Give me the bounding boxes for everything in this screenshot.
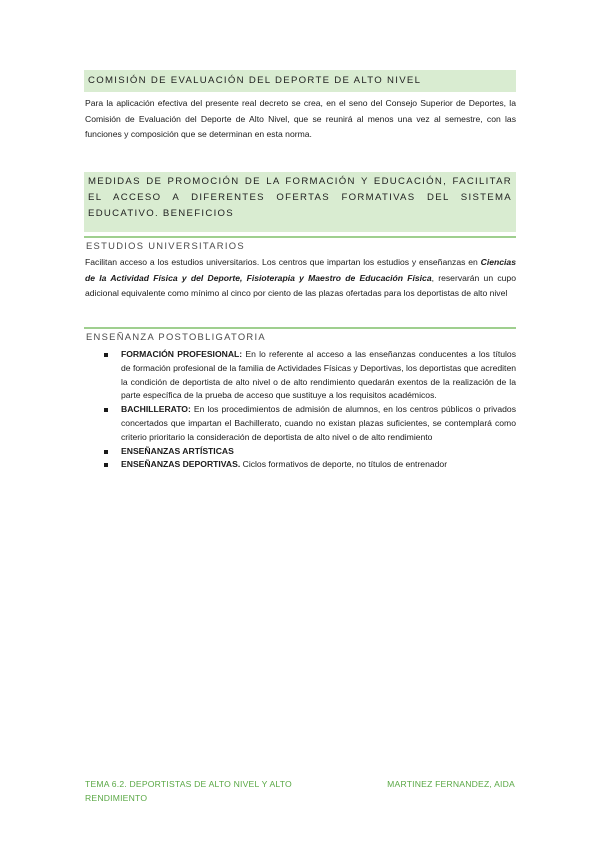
section-title-commission: COMISIÓN DE EVALUACIÓN DEL DEPORTE DE ALTO NIVEL (84, 70, 516, 92)
subheading-postcompulsory: ENSEÑANZA POSTOBLIGATORIA (84, 327, 516, 344)
university-degrees-emphasis: Ciencias de la Actividad Física y del Deporte, Fisioterapia y Maestro de Educación Física (85, 257, 516, 283)
list-item-label: BACHILLERATO: (121, 404, 191, 415)
subheading-university-studies: ESTUDIOS UNIVERSITARIOS (84, 236, 516, 253)
list-item-label: FORMACIÓN PROFESIONAL: (121, 349, 243, 359)
list-item (104, 445, 516, 459)
university-paragraph (85, 255, 516, 302)
square-bullet-icon (104, 353, 108, 357)
list-item (104, 458, 516, 472)
footer-author: MARTINEZ FERNANDEZ, AIDA (387, 779, 515, 789)
list-item (104, 348, 516, 403)
footer-topic: TEMA 6.2. DEPORTISTAS DE ALTO NIVEL Y ALTO RENDIMIENTO (85, 779, 292, 803)
postcompulsory-list (104, 348, 516, 472)
square-bullet-icon (104, 450, 108, 454)
commission-paragraph: Para la aplicación efectiva del presente real decreto se crea, en el seno del Consejo Superior de Deportes, la Comisión de Evaluación del Deporte de Alto Nivel, que se reunirá al menos una vez al semestre, con las funciones y composición que se determinan en esta norma. (85, 98, 516, 139)
list-item-label: ENSEÑANZAS DEPORTIVAS. (121, 459, 241, 470)
square-bullet-icon (104, 408, 108, 412)
university-text-after: , reservarán un cupo adicional equivalente como mínimo al cinco por ciento de las plazas ofertadas para los deportistas de alto nivel (85, 272, 516, 298)
list-item-text: En los procedimientos de admisión de alumnos, en los centros públicos o privados concertados que impartan el Bachillerato, cuando no existan plazas suficientes, se contemplará como criterio prioritario la consideración de deportista de alto nivel o de alto rendimiento (121, 404, 516, 442)
list-item-text: En lo referente al acceso a las enseñanzas conducentes a los títulos de formación profesional de la familia de Actividades Físicas y Deportivas, los deportistas que acrediten la condición de deportista de alto nivel o de alto rendimiento quedarán exentos de la realización de la parte específica de la prueba de acceso que sustituye a los requisitos académicos. (121, 349, 516, 401)
list-item-label: ENSEÑANZAS ARTÍSTICAS (121, 445, 234, 456)
square-bullet-icon (104, 463, 108, 467)
section-title-measures: MEDIDAS DE PROMOCIÓN DE LA FORMACIÓN Y EDUCACIÓN, FACILITAR EL ACCESO A DIFERENTES OFERTAS FORMATIVAS DEL SISTEMA EDUCATIVO. BENEFICIOS (84, 172, 516, 232)
list-item (104, 403, 516, 444)
list-item-text: Ciclos formativos de deporte, no títulos de entrenador (240, 459, 448, 470)
university-text-before: Facilitan acceso a los estudios universitarios. Los centros que impartan los estudios y enseñanzas en (85, 257, 481, 267)
